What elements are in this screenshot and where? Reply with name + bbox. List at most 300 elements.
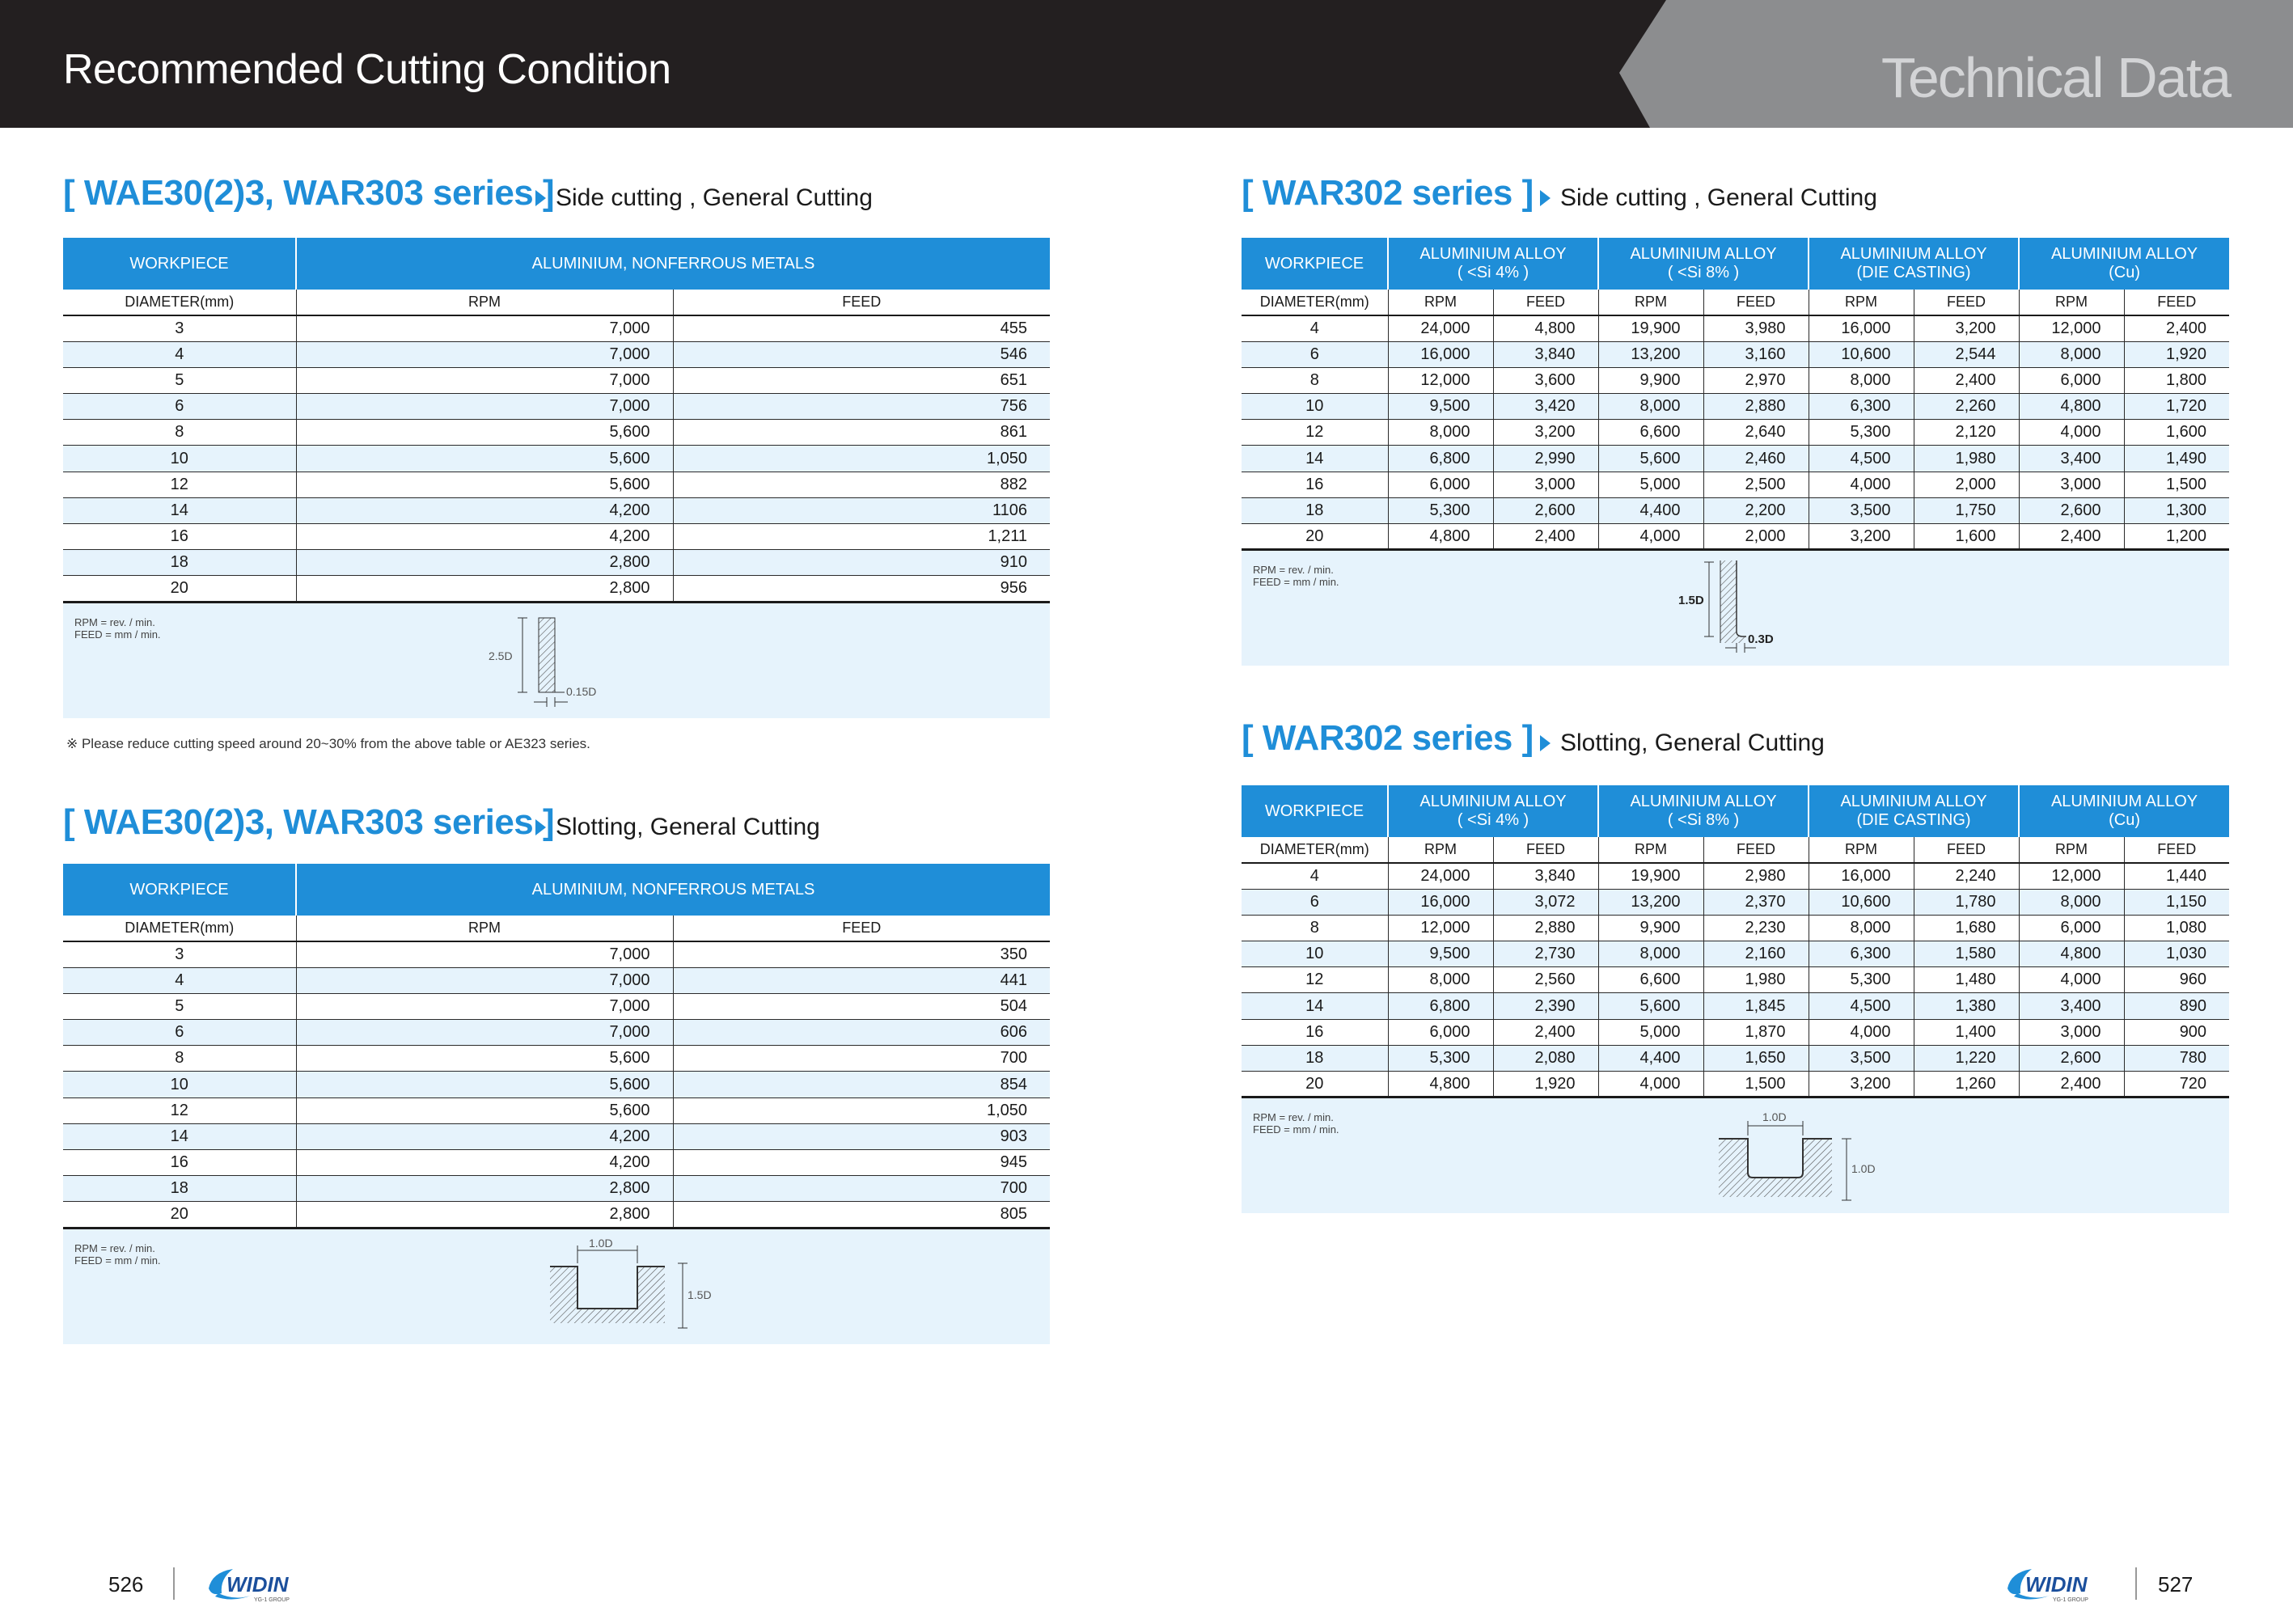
table-row [1242, 315, 2229, 341]
diameter-cell: 14 [63, 1123, 296, 1149]
table-row [63, 576, 1050, 602]
feed-cell: 1,260 [1914, 1072, 2019, 1097]
rpm-cell: 4,000 [1809, 472, 1914, 497]
feed-cell: 1,580 [1914, 941, 2019, 967]
rpm-cell: 3,500 [1809, 1045, 1914, 1071]
feed-cell: 2,160 [1703, 941, 1809, 967]
diameter-cell: 4 [1242, 863, 1388, 889]
rpm-cell: 2,600 [2019, 497, 2124, 523]
feed-cell: 1,400 [1914, 1019, 2019, 1045]
feed-cell: 3,200 [1914, 315, 2019, 341]
sub-head-feed: FEED [1914, 837, 2019, 863]
feed-cell: 2,880 [1493, 915, 1598, 941]
feed-cell: 903 [673, 1123, 1050, 1149]
feed-cell: 2,970 [1703, 367, 1809, 393]
col-head-group-1 [1388, 785, 1598, 837]
unit-note [74, 1242, 161, 1267]
sub-head-diameter: DIAMETER(mm) [1242, 837, 1388, 863]
feed-cell: 455 [673, 315, 1050, 341]
rpm-cell: 5,600 [1598, 993, 1703, 1019]
feed-cell: 1,380 [1914, 993, 2019, 1019]
feed-cell: 805 [673, 1202, 1050, 1228]
diameter-cell: 4 [1242, 315, 1388, 341]
diameter-cell: 20 [1242, 524, 1388, 550]
dim-width: 1.0D [589, 1238, 613, 1250]
diameter-cell: 16 [1242, 472, 1388, 497]
feed-cell: 2,600 [1493, 497, 1598, 523]
rpm-cell: 16,000 [1388, 889, 1493, 915]
rpm-cell: 12,000 [2019, 863, 2124, 889]
rpm-cell: 4,000 [2019, 420, 2124, 446]
table-row [63, 394, 1050, 420]
section-subtitle [1540, 730, 1825, 757]
diameter-cell: 20 [1242, 1072, 1388, 1097]
section-subtitle [535, 184, 873, 212]
table-row [63, 1072, 1050, 1097]
rpm-cell: 7,000 [296, 993, 673, 1019]
feed-cell: 2,400 [1493, 524, 1598, 550]
feed-cell: 882 [673, 472, 1050, 497]
feed-cell: 1,211 [673, 524, 1050, 550]
feed-cell: 1,220 [1914, 1045, 2019, 1071]
rpm-cell: 24,000 [1388, 863, 1493, 889]
diagram-area [63, 1229, 1050, 1344]
sub-head-rpm: RPM [1809, 837, 1914, 863]
rpm-cell: 5,300 [1388, 497, 1493, 523]
dim-width: 0.15D [566, 684, 597, 698]
section-title: [ WAR302 series ] [1242, 173, 1534, 213]
diameter-cell: 18 [63, 1176, 296, 1202]
rpm-cell: 5,600 [296, 420, 673, 446]
diameter-cell: 5 [63, 993, 296, 1019]
rpm-cell: 6,600 [1598, 967, 1703, 993]
feed-cell: 1,500 [1703, 1072, 1809, 1097]
rpm-cell: 13,200 [1598, 889, 1703, 915]
table-row [63, 550, 1050, 576]
dim-depth: 1.0D [1851, 1162, 1876, 1176]
feed-cell: 1,720 [2124, 394, 2229, 420]
rpm-cell: 4,200 [296, 1150, 673, 1176]
table-row [63, 472, 1050, 497]
rpm-cell: 8,000 [1598, 394, 1703, 420]
feed-cell: 2,730 [1493, 941, 1598, 967]
rpm-cell: 2,600 [2019, 1045, 2124, 1071]
group-detail: (Cu) [2109, 264, 2140, 281]
rpm-cell: 6,800 [1388, 446, 1493, 472]
feed-cell: 1,490 [2124, 446, 2229, 472]
rpm-cell: 5,600 [296, 472, 673, 497]
feed-cell: 441 [673, 967, 1050, 993]
feed-cell: 2,000 [1703, 524, 1809, 550]
sub-head-diameter: DIAMETER(mm) [1242, 290, 1388, 315]
feed-cell: 1,845 [1703, 993, 1809, 1019]
rpm-cell: 5,600 [1598, 446, 1703, 472]
table-row [1242, 863, 2229, 889]
feed-cell: 1,030 [2124, 941, 2229, 967]
feed-cell: 2,260 [1914, 394, 2019, 420]
table-row [1242, 967, 2229, 993]
table-row [63, 1020, 1050, 1046]
brand-logo [204, 1561, 317, 1606]
rpm-cell: 7,000 [296, 367, 673, 393]
sub-head-rpm: RPM [1388, 290, 1493, 315]
feed-cell: 1,150 [2124, 889, 2229, 915]
unit-note [1253, 1111, 1339, 1136]
sub-head-diameter: DIAMETER(mm) [63, 916, 296, 941]
subtitle-text: Side cutting , General Cutting [1560, 184, 1877, 211]
table-row [1242, 915, 2229, 941]
diameter-cell: 6 [63, 394, 296, 420]
feed-cell: 2,200 [1703, 497, 1809, 523]
group-name: ALUMINIUM ALLOY [1630, 793, 1777, 810]
note-rpm: RPM = rev. / min. [1253, 1111, 1334, 1124]
diameter-cell: 6 [1242, 889, 1388, 915]
rpm-cell: 3,500 [1809, 497, 1914, 523]
rpm-cell: 5,600 [296, 1046, 673, 1072]
diameter-cell: 8 [63, 420, 296, 446]
rpm-cell: 5,600 [296, 446, 673, 472]
rpm-cell: 6,000 [1388, 1019, 1493, 1045]
rpm-cell: 8,000 [1809, 915, 1914, 941]
diameter-cell: 6 [1242, 341, 1388, 367]
subtitle-text: Slotting, General Cutting [556, 814, 820, 840]
group-detail: ( <Si 4% ) [1457, 264, 1529, 281]
col-head-group-2 [1598, 785, 1809, 837]
diameter-cell: 10 [1242, 394, 1388, 420]
rpm-cell: 24,000 [1388, 315, 1493, 341]
diameter-cell: 14 [1242, 446, 1388, 472]
diameter-cell: 14 [63, 497, 296, 523]
diameter-cell: 18 [1242, 1045, 1388, 1071]
table-row [63, 315, 1050, 341]
section-title: [ WAE30(2)3, WAR303 series ] [63, 173, 555, 213]
table-row [63, 1176, 1050, 1202]
rpm-cell: 3,200 [1809, 524, 1914, 550]
footnote: ※ Please reduce cutting speed around 20~30% from the above table or AE323 series. [66, 736, 590, 751]
note-feed: FEED = mm / min. [1253, 1123, 1339, 1136]
feed-cell: 1,920 [2124, 341, 2229, 367]
diameter-cell: 18 [63, 550, 296, 576]
feed-cell: 900 [2124, 1019, 2229, 1045]
diameter-cell: 8 [1242, 915, 1388, 941]
rpm-cell: 8,000 [1388, 420, 1493, 446]
rpm-cell: 5,300 [1809, 420, 1914, 446]
rpm-cell: 7,000 [296, 315, 673, 341]
rpm-cell: 4,000 [2019, 967, 2124, 993]
diameter-cell: 3 [63, 941, 296, 967]
rpm-cell: 8,000 [1598, 941, 1703, 967]
rpm-cell: 7,000 [296, 967, 673, 993]
diameter-cell: 10 [63, 1072, 296, 1097]
rpm-cell: 3,000 [2019, 1019, 2124, 1045]
feed-cell: 4,800 [1493, 315, 1598, 341]
dim-width: 1.0D [1762, 1110, 1787, 1124]
diameter-cell: 8 [1242, 367, 1388, 393]
table-row [63, 1123, 1050, 1149]
rpm-cell: 4,500 [1809, 446, 1914, 472]
play-triangle-icon [535, 819, 546, 835]
col-head-workpiece: WORKPIECE [63, 238, 296, 290]
diameter-cell: 12 [1242, 420, 1388, 446]
rpm-cell: 16,000 [1809, 315, 1914, 341]
side-cut-diagram [484, 616, 742, 717]
table-row [1242, 394, 2229, 420]
rpm-cell: 2,400 [2019, 524, 2124, 550]
rpm-cell: 3,400 [2019, 993, 2124, 1019]
feed-cell: 2,560 [1493, 967, 1598, 993]
rpm-cell: 9,500 [1388, 941, 1493, 967]
feed-cell: 960 [2124, 967, 2229, 993]
col-head-group-1 [1388, 238, 1598, 290]
feed-cell: 2,460 [1703, 446, 1809, 472]
section-label: Technical Data [1881, 46, 2230, 109]
subtitle-text: Side cutting , General Cutting [556, 184, 873, 211]
col-head-group-4 [2019, 238, 2229, 290]
group-detail: (DIE CASTING) [1856, 264, 1971, 281]
diagram-area [1242, 551, 2229, 666]
rpm-cell: 12,000 [2019, 315, 2124, 341]
feed-cell: 1,650 [1703, 1045, 1809, 1071]
feed-cell: 2,000 [1914, 472, 2019, 497]
rpm-cell: 8,000 [2019, 341, 2124, 367]
col-head-workpiece: WORKPIECE [1242, 238, 1388, 290]
diameter-cell: 16 [1242, 1019, 1388, 1045]
rpm-cell: 16,000 [1809, 863, 1914, 889]
rpm-cell: 5,600 [296, 1072, 673, 1097]
rpm-cell: 2,800 [296, 576, 673, 602]
rpm-cell: 2,800 [296, 1202, 673, 1228]
rpm-cell: 2,800 [296, 1176, 673, 1202]
divider [173, 1567, 175, 1600]
rpm-cell: 6,000 [2019, 367, 2124, 393]
rpm-cell: 7,000 [296, 341, 673, 367]
feed-cell: 3,000 [1493, 472, 1598, 497]
diameter-cell: 16 [63, 1150, 296, 1176]
feed-cell: 1,920 [1493, 1072, 1598, 1097]
group-name: ALUMINIUM ALLOY [1840, 245, 1987, 263]
rpm-cell: 10,600 [1809, 341, 1914, 367]
rpm-cell: 19,900 [1598, 315, 1703, 341]
table-row [63, 1046, 1050, 1072]
cutting-table-slot-war302 [1242, 785, 2229, 1213]
dim-depth: 1.5D [1678, 594, 1704, 608]
unit-note [1253, 564, 1339, 588]
sub-head-rpm: RPM [1809, 290, 1914, 315]
feed-cell: 1,050 [673, 1097, 1050, 1123]
feed-cell: 3,200 [1493, 420, 1598, 446]
rpm-cell: 16,000 [1388, 341, 1493, 367]
group-name: ALUMINIUM ALLOY [2050, 793, 2198, 810]
table-row [1242, 524, 2229, 550]
table-row [1242, 1019, 2229, 1045]
table-row [1242, 367, 2229, 393]
table-row [63, 341, 1050, 367]
feed-cell: 3,072 [1493, 889, 1598, 915]
feed-cell: 3,160 [1703, 341, 1809, 367]
feed-cell: 1,980 [1914, 446, 2019, 472]
col-head-workpiece: WORKPIECE [63, 864, 296, 916]
diameter-cell: 5 [63, 367, 296, 393]
feed-cell: 3,600 [1493, 367, 1598, 393]
group-detail: ( <Si 8% ) [1667, 811, 1740, 829]
rpm-cell: 7,000 [296, 1020, 673, 1046]
rpm-cell: 3,200 [1809, 1072, 1914, 1097]
sub-head-feed: FEED [1703, 837, 1809, 863]
table-row [1242, 420, 2229, 446]
rpm-cell: 8,000 [1388, 967, 1493, 993]
rpm-cell: 6,800 [1388, 993, 1493, 1019]
table-row [63, 1202, 1050, 1228]
feed-cell: 3,980 [1703, 315, 1809, 341]
feed-cell: 1106 [673, 497, 1050, 523]
diameter-cell: 16 [63, 524, 296, 550]
table-row [1242, 1045, 2229, 1071]
diameter-cell: 3 [63, 315, 296, 341]
logo-text: WIDIN [2025, 1572, 2088, 1597]
feed-cell: 3,840 [1493, 863, 1598, 889]
rpm-cell: 4,000 [1598, 524, 1703, 550]
rpm-cell: 4,200 [296, 497, 673, 523]
sub-head-feed: FEED [2124, 290, 2229, 315]
rpm-cell: 7,000 [296, 941, 673, 967]
section-subtitle [1540, 184, 1877, 212]
sub-head-rpm: RPM [2019, 837, 2124, 863]
diameter-cell: 20 [63, 1202, 296, 1228]
feed-cell: 1,300 [2124, 497, 2229, 523]
rpm-cell: 5,300 [1809, 967, 1914, 993]
diameter-cell: 12 [1242, 967, 1388, 993]
feed-cell: 956 [673, 576, 1050, 602]
diameter-cell: 10 [1242, 941, 1388, 967]
table-row [63, 1097, 1050, 1123]
rpm-cell: 9,900 [1598, 367, 1703, 393]
slot-diagram [548, 1239, 791, 1339]
rpm-cell: 4,400 [1598, 1045, 1703, 1071]
unit-note [74, 616, 161, 641]
rpm-cell: 4,200 [296, 1123, 673, 1149]
col-head-group-2 [1598, 238, 1809, 290]
rpm-cell: 3,400 [2019, 446, 2124, 472]
feed-cell: 756 [673, 394, 1050, 420]
play-triangle-icon [535, 190, 546, 206]
diameter-cell: 14 [1242, 993, 1388, 1019]
group-name: ALUMINIUM ALLOY [1419, 793, 1567, 810]
group-detail: (DIE CASTING) [1856, 811, 1971, 829]
diameter-cell: 10 [63, 446, 296, 472]
feed-cell: 1,980 [1703, 967, 1809, 993]
group-name: ALUMINIUM ALLOY [1630, 245, 1777, 263]
table-row [1242, 446, 2229, 472]
table-row [63, 367, 1050, 393]
cutting-table-slot-waex [63, 864, 1050, 1344]
feed-cell: 1,870 [1703, 1019, 1809, 1045]
logo-subtext: YG-1 GROUP [254, 1597, 290, 1603]
note-feed: FEED = mm / min. [1253, 576, 1339, 589]
sub-head-diameter: DIAMETER(mm) [63, 290, 296, 315]
col-head-group-3 [1809, 238, 2019, 290]
table-row [1242, 1072, 2229, 1097]
diameter-cell: 6 [63, 1020, 296, 1046]
feed-cell: 2,400 [2124, 315, 2229, 341]
rpm-cell: 4,200 [296, 524, 673, 550]
rpm-cell: 6,300 [1809, 941, 1914, 967]
divider [2135, 1567, 2137, 1600]
feed-cell: 1,080 [2124, 915, 2229, 941]
feed-cell: 2,400 [1914, 367, 2019, 393]
table-row [1242, 993, 2229, 1019]
feed-cell: 1,200 [2124, 524, 2229, 550]
feed-cell: 350 [673, 941, 1050, 967]
table-row [63, 497, 1050, 523]
feed-cell: 945 [673, 1150, 1050, 1176]
page-number-left: 526 [108, 1572, 144, 1597]
diameter-cell: 12 [63, 1097, 296, 1123]
feed-cell: 2,500 [1703, 472, 1809, 497]
rpm-cell: 9,500 [1388, 394, 1493, 420]
feed-cell: 504 [673, 993, 1050, 1019]
slot-diagram [1717, 1106, 1911, 1207]
dim-depth: 1.5D [687, 1288, 712, 1301]
col-head-workpiece: WORKPIECE [1242, 785, 1388, 837]
rpm-cell: 6,600 [1598, 420, 1703, 446]
rpm-cell: 12,000 [1388, 915, 1493, 941]
rpm-cell: 8,000 [2019, 889, 2124, 915]
rpm-cell: 3,000 [2019, 472, 2124, 497]
note-feed: FEED = mm / min. [74, 628, 161, 641]
cutting-table-side-waex [63, 238, 1050, 718]
feed-cell: 2,400 [1493, 1019, 1598, 1045]
rpm-cell: 4,400 [1598, 497, 1703, 523]
feed-cell: 854 [673, 1072, 1050, 1097]
feed-cell: 3,840 [1493, 341, 1598, 367]
feed-cell: 2,370 [1703, 889, 1809, 915]
table-row [1242, 941, 2229, 967]
note-feed: FEED = mm / min. [74, 1254, 161, 1267]
section-title: [ WAR302 series ] [1242, 718, 1534, 758]
feed-cell: 780 [2124, 1045, 2229, 1071]
sub-head-rpm: RPM [2019, 290, 2124, 315]
page-title: Recommended Cutting Condition [63, 46, 671, 93]
group-name: ALUMINIUM ALLOY [1840, 793, 1987, 810]
rpm-cell: 6,000 [2019, 915, 2124, 941]
rpm-cell: 6,300 [1809, 394, 1914, 420]
rpm-cell: 12,000 [1388, 367, 1493, 393]
diagram-area [63, 603, 1050, 718]
rpm-cell: 4,500 [1809, 993, 1914, 1019]
table-row [1242, 497, 2229, 523]
feed-cell: 2,390 [1493, 993, 1598, 1019]
feed-cell: 1,600 [2124, 420, 2229, 446]
group-detail: ( <Si 4% ) [1457, 811, 1529, 829]
diameter-cell: 20 [63, 576, 296, 602]
sub-head-rpm: RPM [1598, 837, 1703, 863]
rpm-cell: 4,800 [2019, 941, 2124, 967]
feed-cell: 2,544 [1914, 341, 2019, 367]
col-head-material: ALUMINIUM, NONFERROUS METALS [296, 238, 1050, 290]
feed-cell: 1,440 [2124, 863, 2229, 889]
col-head-group-3 [1809, 785, 2019, 837]
group-detail: (Cu) [2109, 811, 2140, 829]
sub-head-feed: FEED [1703, 290, 1809, 315]
feed-cell: 1,780 [1914, 889, 2019, 915]
feed-cell: 2,240 [1914, 863, 2019, 889]
table-row [63, 941, 1050, 967]
feed-cell: 546 [673, 341, 1050, 367]
diagram-area [1242, 1098, 2229, 1213]
feed-cell: 1,480 [1914, 967, 2019, 993]
group-name: ALUMINIUM ALLOY [1419, 245, 1567, 263]
col-head-material: ALUMINIUM, NONFERROUS METALS [296, 864, 1050, 916]
